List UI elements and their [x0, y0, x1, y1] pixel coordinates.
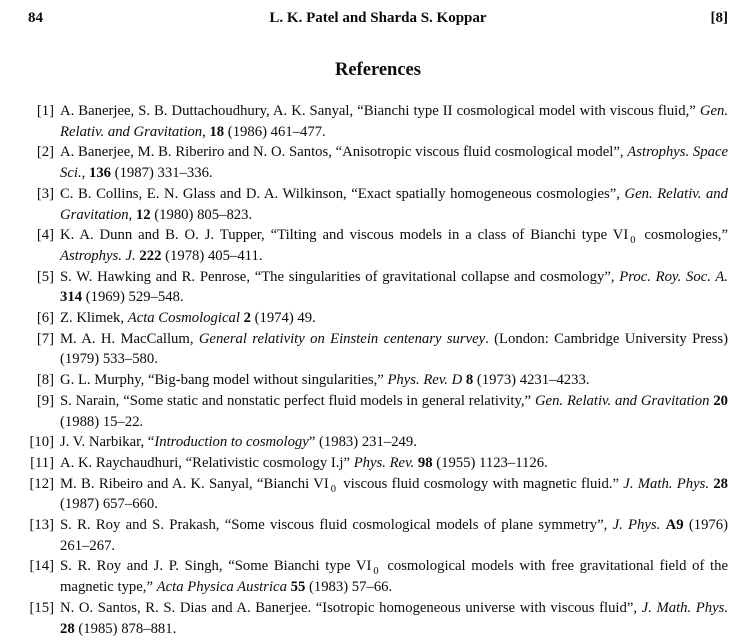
reference-text: [60, 474, 728, 515]
reference-label: [6]: [36, 310, 54, 327]
reference-segment: N. O. Santos, R. S. Dias and A. Banerjee. “Isotropic homogeneous universe with viscous fluid”,: [60, 599, 642, 616]
reference-item: [28, 101, 728, 142]
reference-item: [28, 515, 728, 556]
reference-item: [28, 329, 728, 370]
reference-text: [60, 308, 728, 329]
reference-segment: (1969) 529–548.: [82, 289, 184, 306]
reference-item: [28, 391, 728, 432]
reference-label: [12]: [29, 475, 54, 492]
reference-label: [13]: [29, 517, 54, 534]
reference-label: [8]: [36, 372, 54, 389]
reference-segment: C. B. Collins, E. N. Glass and D. A. Wilkinson, “Exact spatially homogeneous cosmologies”,: [60, 185, 625, 202]
reference-segment: (1955) 1123–1126.: [432, 454, 548, 471]
reference-segment: A. Banerjee, M. B. Riberiro and N. O. Santos, “Anisotropic viscous fluid cosmological model”,: [60, 144, 628, 161]
reference-text: [60, 142, 728, 183]
reference-segment: (1985) 878–881.: [74, 620, 177, 637]
reference-text: [60, 267, 728, 308]
reference-segment: 314: [60, 289, 83, 306]
reference-segment: J. Phys.: [612, 517, 661, 534]
references-list: [28, 101, 728, 639]
reference-segment: 8: [465, 372, 474, 389]
issue-tag: [8]: [710, 10, 728, 26]
reference-segment: (1974) 49.: [250, 310, 316, 327]
reference-segment: (1976) 261–267.: [60, 517, 728, 554]
reference-item: [28, 267, 728, 308]
reference-label: [9]: [36, 392, 54, 409]
reference-segment: Gen. Relativ. and Gravitation: [534, 392, 710, 409]
reference-text: [60, 556, 728, 597]
reference-text: [60, 391, 728, 432]
reference-segment: (1978) 405–411.: [161, 247, 263, 264]
reference-segment: 28: [60, 620, 75, 637]
reference-segment: M. A. H. MacCallum,: [60, 330, 199, 347]
reference-segment: Introduction to cosmology: [154, 434, 309, 451]
reference-segment: Z. Klimek,: [60, 310, 128, 327]
reference-segment: Astrophys. Space Sci.: [60, 144, 728, 182]
reference-segment: Phys. Rev.: [353, 454, 415, 471]
reference-item: [28, 598, 728, 639]
reference-segment: cosmologies,”: [638, 227, 728, 244]
reference-label: [1]: [36, 103, 54, 119]
reference-segment: J. Math. Phys.: [641, 599, 729, 616]
reference-text: [60, 515, 728, 556]
reference-label: [14]: [29, 558, 54, 575]
reference-segment: A. K. Raychaudhuri, “Relativistic cosmology I.j”: [60, 454, 354, 471]
reference-text: [60, 184, 728, 225]
reference-label: [2]: [36, 144, 54, 161]
reference-segment: Acta Physica Austrica: [156, 579, 287, 596]
reference-segment: General relativity on Einstein centenary survey: [198, 330, 486, 347]
reference-item: [28, 370, 728, 391]
reference-segment: Phys. Rev. D: [387, 372, 463, 389]
reference-text: [60, 101, 728, 142]
references-title: References: [335, 60, 421, 80]
reference-segment: ,: [81, 165, 89, 182]
reference-text: [60, 329, 728, 370]
reference-segment: S. R. Roy and S. Prakash, “Some viscous fluid cosmological models of plane symmetry”,: [60, 517, 613, 534]
reference-segment: (1983) 57–66.: [305, 579, 393, 596]
reference-segment: (1987) 657–660.: [60, 496, 158, 513]
page-header: [28, 8, 728, 28]
reference-text: [60, 453, 728, 474]
reference-segment: Astrophys. J.: [60, 247, 136, 264]
reference-label: [4]: [36, 227, 54, 244]
reference-segment: 0: [373, 566, 379, 578]
reference-segment: cosmological models with free gravitational field of the magnetic type,”: [60, 558, 728, 596]
reference-segment: Acta Cosmological: [127, 310, 240, 327]
reference-segment: Gen. Relativ. and Gravitation: [60, 103, 728, 140]
reference-item: [28, 432, 728, 453]
reference-item: [28, 308, 728, 329]
reference-segment: G. L. Murphy, “Big-bang model without singularities,”: [60, 372, 388, 389]
reference-segment: (1986) 461–477.: [224, 123, 326, 140]
reference-segment: 98: [417, 454, 433, 471]
reference-segment: 20: [713, 392, 728, 409]
reference-label: [5]: [36, 268, 54, 285]
reference-item: [28, 453, 728, 474]
reference-segment: (1987) 331–336.: [111, 165, 213, 182]
reference-segment: 12: [135, 206, 151, 223]
reference-segment: S. R. Roy and J. P. Singh, “Some Bianchi type VI: [60, 558, 372, 575]
reference-text: [60, 432, 728, 453]
reference-segment: . (London: Cambridge University Press) (1979) 533–580.: [60, 330, 728, 368]
reference-segment: K. A. Dunn and B. O. J. Tupper, “Tilting and viscous models in a class of Bianchi type VI: [60, 227, 629, 244]
reference-item: [28, 474, 728, 515]
reference-segment: ,: [202, 123, 210, 140]
reference-segment: viscous fluid cosmology with magnetic fluid.”: [339, 475, 624, 492]
reference-label: [7]: [36, 330, 54, 347]
reference-segment: 18: [209, 123, 225, 140]
reference-text: [60, 370, 728, 391]
reference-item: [28, 225, 728, 266]
reference-segment: A9: [665, 517, 684, 534]
reference-segment: Proc. Roy. Soc. A.: [619, 268, 728, 285]
reference-segment: 222: [139, 247, 162, 264]
reference-text: [60, 598, 728, 639]
reference-segment: 28: [713, 475, 728, 492]
reference-segment: S. Narain, “Some static and nonstatic perfect fluid models in general relativity,”: [60, 392, 535, 409]
reference-label: [3]: [36, 185, 54, 202]
reference-item: [28, 556, 728, 597]
reference-label: [10]: [29, 434, 54, 451]
reference-segment: 0: [330, 483, 336, 495]
reference-segment: Gen. Relativ. and Gravitation: [60, 185, 728, 223]
reference-segment: 55: [290, 579, 306, 596]
reference-segment: 0: [630, 235, 636, 247]
page-number: 84: [28, 10, 43, 26]
reference-item: [28, 142, 728, 183]
reference-segment: S. W. Hawking and R. Penrose, “The singularities of gravitational collapse and cosmology”,: [60, 268, 620, 285]
reference-item: [28, 184, 728, 225]
reference-segment: J. Math. Phys.: [623, 475, 709, 492]
reference-segment: (1988) 15–22.: [60, 413, 144, 430]
reference-segment: J. V. Narbikar, “: [60, 434, 155, 451]
running-title: L. K. Patel and Sharda S. Koppar: [269, 10, 487, 26]
reference-label: [11]: [30, 454, 54, 471]
reference-segment: A. Banerjee, S. B. Duttachoudhury, A. K. Sanyal, “Bianchi type II cosmological model with viscous fluid,”: [60, 103, 700, 119]
reference-segment: (1980) 805–823.: [150, 206, 253, 223]
reference-segment: 2: [243, 310, 251, 327]
reference-segment: ” (1983) 231–249.: [308, 434, 417, 451]
reference-segment: 136: [88, 165, 111, 182]
reference-text: [60, 225, 728, 266]
reference-segment: M. B. Ribeiro and A. K. Sanyal, “Bianchi VI: [60, 475, 329, 492]
reference-segment: ,: [128, 206, 136, 223]
reference-segment: (1973) 4231–4233.: [473, 372, 590, 389]
reference-label: [15]: [29, 599, 54, 616]
